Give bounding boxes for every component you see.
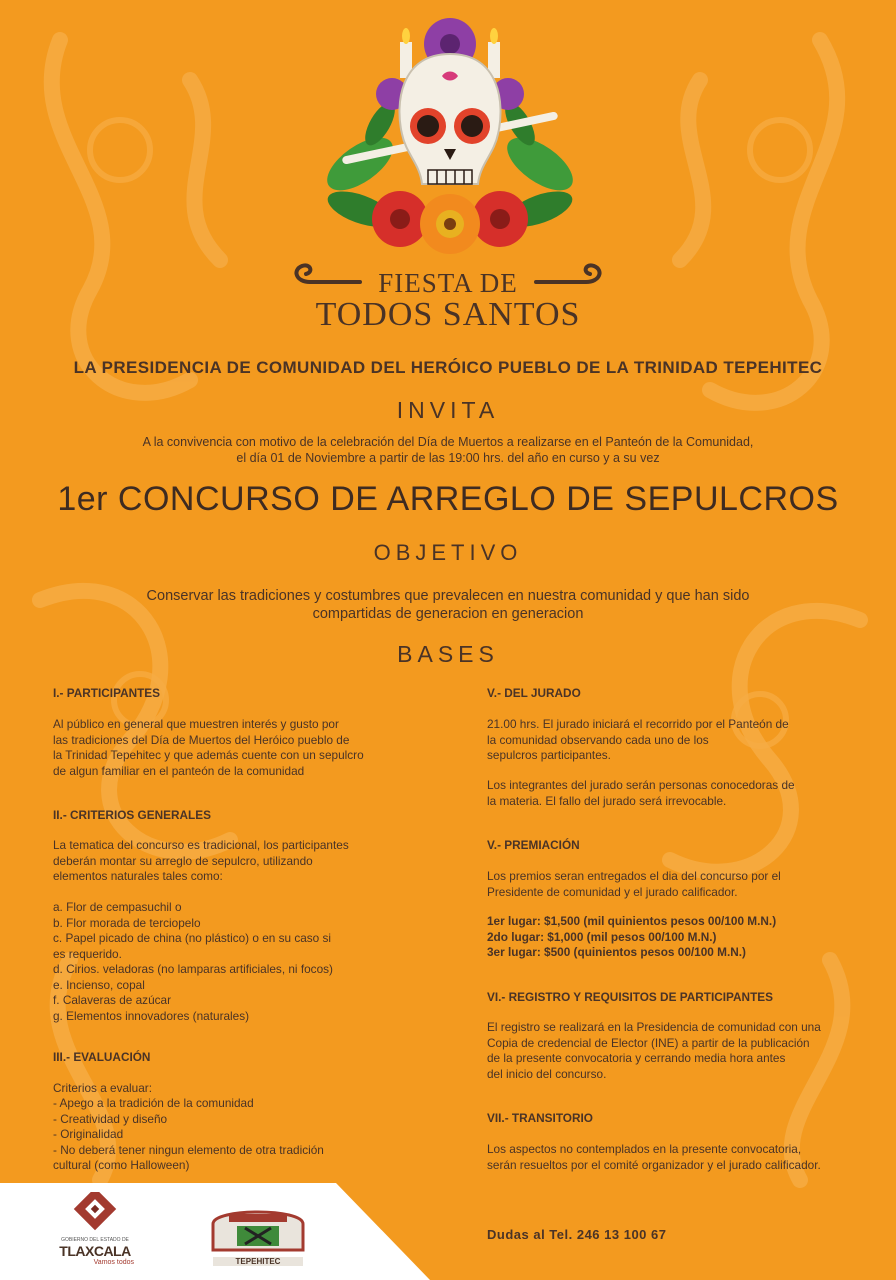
jurado-integrantes-text: Los integrantes del jurado serán personas conocedoras de la materia. El fallo del jurado será irrevocable. <box>487 778 795 808</box>
transitorio-heading: VII.- TRANSITORIO <box>487 1111 593 1125</box>
participantes-text: Al público en general que muestren interés y gusto por las tradiciones del Día de Muertos del Heróico pueblo de la Trinidad Tepehitec y que además cuente con un sepulcro de algun familiar en el panteón de la comunidad <box>53 717 364 778</box>
tepehitec-label: TEPEHITEC <box>213 1257 303 1266</box>
bases-heading: BASES <box>397 641 499 667</box>
evaluacion-intro: Criterios a evaluar: <box>53 1081 153 1095</box>
criterios-text: La tematica del concurso es tradicional, los participantes deberán montar su arreglo de sepulcro, utilizando elementos naturales tales como: <box>53 838 349 883</box>
tepehitec-logo <box>205 1200 311 1266</box>
intro-text <box>0 434 896 466</box>
invita-heading: INVITA <box>396 397 500 423</box>
participantes-heading: I.- PARTICIPANTES <box>53 686 161 700</box>
contact-phone: Dudas al Tel. 246 13 100 67 <box>487 1227 667 1242</box>
premiacion-text: Los premios seran entregados el dia del concurso por el Presidente de comunidad y el jurado calificador. <box>487 869 781 899</box>
tlaxcala-emblem-icon <box>52 1192 138 1232</box>
tlaxcala-small-text: GOBIERNO DEL ESTADO DE <box>61 1237 129 1243</box>
criterios-list <box>53 900 333 1024</box>
bases-left-column <box>53 686 403 1176</box>
list-item: g. Elementos innovadores (naturales) <box>53 1008 250 1023</box>
title-todos-santos: TODOS SANTOS <box>315 296 581 333</box>
organizer-heading: LA PRESIDENCIA DE COMUNIDAD DEL HERÓICO PUEBLO DE LA TRINIDAD TEPEHITEC <box>73 358 823 377</box>
registro-text: El registro se realizará en la Presidencia de comunidad con una Copia de credencial de Elector (INE) a partir de la publicación de la presente convocatoria y cerrando media hora antes del inicio del concurso. <box>487 1020 821 1081</box>
objetivo-heading: OBJETIVO <box>373 540 523 565</box>
sugar-skull-illustration <box>320 14 580 264</box>
list-item: f. Calaveras de azúcar <box>53 993 172 1007</box>
prizes-list: 1er lugar: $1,500 (mil quinientos pesos 00/100 M.N.) 2do lugar: $1,000 (mil pesos 00/100 M.N.) 3er lugar: $500 (quinientos pesos 00/100 M.N.) <box>487 914 777 959</box>
intro-line-1: A la convivencia con motivo de la celebración del Día de Muertos a realizarse en el Panteón de la Comunidad, <box>142 435 754 449</box>
list-item: - Apego a la tradición de la comunidad <box>53 1096 254 1110</box>
list-item: d. Cirios. veladoras (no lamparas artificiales, ni focos) <box>53 962 333 976</box>
list-item: c. Papel picado de china (no plástico) o en su caso si es requerido. <box>53 931 332 961</box>
tlaxcala-logo <box>52 1192 138 1266</box>
objetivo-text <box>0 587 896 623</box>
jurado-text: 21.00 hrs. El jurado iniciará el recorrido por el Panteón de la comunidad observando cada uno de los sepulcros participantes. <box>487 717 789 762</box>
tlaxcala-slogan: Vamos todos <box>93 1259 134 1266</box>
contest-title: 1er CONCURSO DE ARREGLO DE SEPULCROS <box>57 480 839 518</box>
jurado-heading: V.- DEL JURADO <box>487 686 581 700</box>
tepehitec-emblem-icon <box>205 1200 311 1252</box>
list-item: - Originalidad <box>53 1127 124 1141</box>
objetivo-line-2: compartidas de generacion en generacion <box>312 606 584 622</box>
title-fiesta-de: FIESTA DE <box>378 268 518 298</box>
evaluacion-list <box>53 1096 324 1174</box>
list-item: e. Incienso, copal <box>53 977 145 992</box>
list-item: a. Flor de cempasuchil o <box>53 900 182 914</box>
list-item: - Creatividad y diseño <box>53 1111 168 1126</box>
bases-right-column <box>487 686 857 1176</box>
list-item: - No deberá tener ningun elemento de otra tradición cultural (como Halloween) <box>53 1142 324 1172</box>
registro-heading: VI.- REGISTRO Y REQUISITOS DE PARTICIPANTES <box>487 990 774 1004</box>
premiacion-heading: V.- PREMIACIÓN <box>487 838 580 852</box>
list-item: b. Flor morada de terciopelo <box>53 915 201 930</box>
evaluacion-heading: III.- EVALUACIÓN <box>53 1050 151 1064</box>
tlaxcala-name: TLAXCALA <box>59 1243 131 1259</box>
intro-line-2: el día 01 de Noviembre a partir de las 19:00 hrs. del año en curso y a su vez <box>236 451 660 465</box>
transitorio-text: Los aspectos no contemplados en la presente convocatoria, serán resueltos por el comité organizador y el jurado calificador. <box>487 1142 821 1172</box>
criterios-heading: II.- CRITERIOS GENERALES <box>53 808 211 822</box>
objetivo-line-1: Conservar las tradiciones y costumbres que prevalecen en nuestra comunidad y que han sido <box>146 588 750 604</box>
